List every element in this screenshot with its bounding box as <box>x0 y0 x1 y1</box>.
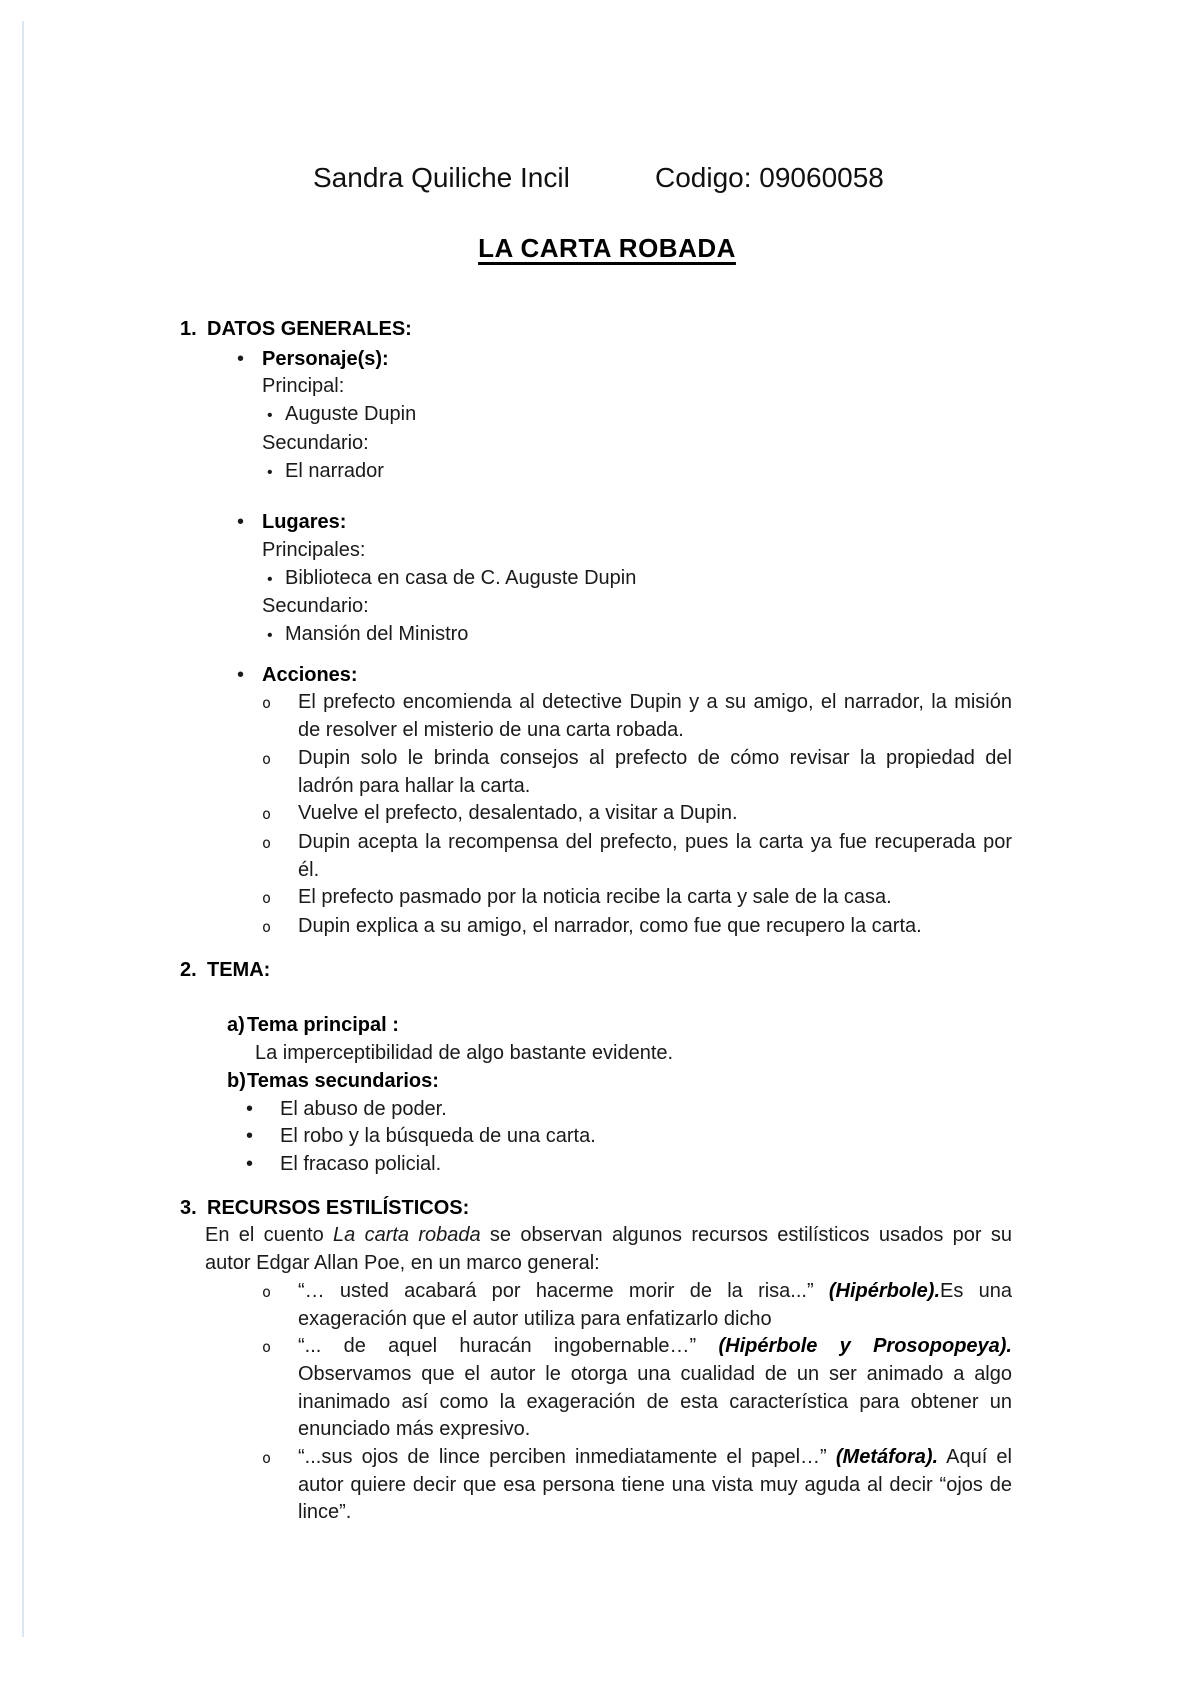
accion-item <box>262 913 1012 942</box>
list-item <box>267 621 636 650</box>
circle-bullet-icon <box>262 1333 298 1362</box>
tema-item <box>246 1096 1012 1124</box>
acciones-label: Acciones: <box>262 663 358 686</box>
tema-principal-label: Tema principal : <box>247 1014 399 1037</box>
tema-item-text: El abuso de poder. <box>280 1097 447 1120</box>
tema-principal-marker: a) <box>227 1014 245 1037</box>
bullet-icon <box>267 621 285 650</box>
lugares-body <box>262 509 636 650</box>
circle-bullet-icon <box>262 1444 298 1473</box>
bullet-icon <box>237 346 262 487</box>
section-datos-number: 1. <box>180 318 197 340</box>
bullet-icon <box>237 509 262 650</box>
page-edge-line <box>22 21 24 1637</box>
principal-label: Principal: <box>262 375 345 398</box>
list-item <box>267 565 636 594</box>
recurso-quote: “... de aquel huracán ingobernable…” <box>298 1335 719 1358</box>
circle-bullet-icon <box>262 689 298 718</box>
list-item <box>267 458 416 487</box>
accion-text: Vuelve el prefecto, desalentado, a visitar a Dupin. <box>298 802 738 825</box>
list-item <box>267 401 416 430</box>
principal-place: Biblioteca en casa de C. Auguste Dupin <box>285 566 637 589</box>
bullet-icon <box>246 1151 280 1179</box>
acciones-block <box>237 662 1012 690</box>
principal-character: Auguste Dupin <box>285 403 417 426</box>
recurso-explanation: Aquí el autor quiere decir que esa persona tiene una vista muy aguda al decir “ojos de lince”. <box>298 1446 1013 1524</box>
recurso-device: (Hipérbole y Prosopopeya). <box>718 1335 1012 1358</box>
intro-post: se observan algunos recursos estilísticos usados por su autor Edgar Allan Poe, en un marco general: <box>205 1224 1013 1275</box>
section-recursos-title: RECURSOS ESTILÍSTICOS: <box>207 1196 470 1219</box>
recursos-intro <box>205 1222 1012 1277</box>
bullet-icon <box>267 401 285 430</box>
accion-item <box>262 745 1012 800</box>
accion-item <box>262 884 1012 913</box>
accion-text: Dupin solo le brinda consejos al prefecto de cómo revisar la propiedad del ladrón para hallar la carta. <box>298 746 1012 797</box>
bullet-icon <box>246 1123 280 1151</box>
recurso-text <box>298 1444 1012 1527</box>
accion-text: El prefecto encomienda al detective Dupin y a su amigo, el narrador, la misión de resolver el misterio de una carta robada. <box>298 691 1012 742</box>
recurso-quote: “...sus ojos de lince perciben inmediatamente el papel…” <box>298 1446 836 1469</box>
recurso-item <box>262 1444 1012 1527</box>
recurso-item <box>262 1278 1012 1333</box>
secundario-label: Secundario: <box>262 595 369 618</box>
recurso-explanation: Es una exageración que el autor utiliza para enfatizarlo dicho <box>298 1279 1012 1330</box>
tema-item <box>246 1151 1012 1179</box>
bullet-icon <box>246 1096 280 1124</box>
accion-text: Dupin explica a su amigo, el narrador, como fue que recupero la carta. <box>298 915 922 938</box>
tema-secundarios-label: Temas secundarios: <box>247 1069 439 1092</box>
accion-item <box>262 800 1012 829</box>
circle-bullet-icon <box>262 884 298 913</box>
personajes-block <box>237 346 1012 487</box>
personajes-label: Personaje(s): <box>262 347 389 370</box>
section-tema-heading <box>180 957 1012 985</box>
section-recursos-number: 3. <box>180 1196 197 1219</box>
tema-principal-text: La imperceptibilidad de algo bastante evidente. <box>255 1042 674 1065</box>
personajes-body <box>262 346 416 487</box>
recurso-item <box>262 1333 1012 1444</box>
document-content <box>180 0 1012 1527</box>
secundario-place: Mansión del Ministro <box>285 623 469 646</box>
accion-item <box>262 689 1012 744</box>
intro-pre: En el cuento <box>205 1224 334 1247</box>
recurso-device: (Hipérbole). <box>828 1279 941 1302</box>
secundario-label: Secundario: <box>262 431 369 454</box>
recurso-text <box>298 1333 1012 1444</box>
lugares-block <box>237 509 1012 650</box>
accion-text: Dupin acepta la recompensa del prefecto, pues la carta ya fue recuperada por él. <box>298 830 1012 881</box>
lugares-label: Lugares: <box>262 511 347 534</box>
bullet-icon <box>267 565 285 594</box>
accion-item <box>262 829 1012 884</box>
bullet-icon <box>237 662 262 690</box>
bullet-icon <box>267 458 285 487</box>
recurso-quote: “… usted acabará por hacerme morir de la risa...” <box>298 1279 829 1302</box>
section-datos-heading <box>180 316 1012 344</box>
tema-item-text: El fracaso policial. <box>280 1152 442 1175</box>
tema-secundarios-row <box>227 1068 1012 1096</box>
section-recursos-heading <box>180 1195 1012 1223</box>
tema-item <box>246 1123 1012 1151</box>
circle-bullet-icon <box>262 829 298 858</box>
principales-label: Principales: <box>262 538 366 561</box>
recurso-device: (Metáfora). <box>835 1446 939 1469</box>
recurso-explanation: Observamos que el autor le otorga una cualidad de un ser animado a algo inanimado así como la exageración de esta característica para obtener un enunciado más expresivo. <box>298 1362 1012 1441</box>
section-tema-number: 2. <box>180 958 197 981</box>
recurso-text <box>298 1278 1012 1333</box>
circle-bullet-icon <box>262 1278 298 1307</box>
circle-bullet-icon <box>262 913 298 942</box>
section-tema-title: TEMA: <box>207 958 271 981</box>
circle-bullet-icon <box>262 800 298 829</box>
circle-bullet-icon <box>262 745 298 774</box>
doc-title <box>180 233 1012 263</box>
tema-item-text: El robo y la búsqueda de una carta. <box>280 1125 596 1148</box>
tema-principal-row <box>227 1012 1012 1040</box>
section-datos-title: DATOS GENERALES: <box>207 318 412 340</box>
document-header <box>313 163 1012 193</box>
story-title-italic: La carta robada <box>333 1224 481 1247</box>
accion-text: El prefecto pasmado por la noticia recibe la carta y sale de la casa. <box>298 886 892 909</box>
tema-secundarios-marker: b) <box>227 1069 246 1092</box>
author-name: Sandra Quiliche Incil <box>313 162 570 193</box>
secundario-character: El narrador <box>285 459 384 482</box>
doc-title-text: LA CARTA ROBADA <box>478 233 736 263</box>
student-code: Codigo: 09060058 <box>655 162 884 193</box>
